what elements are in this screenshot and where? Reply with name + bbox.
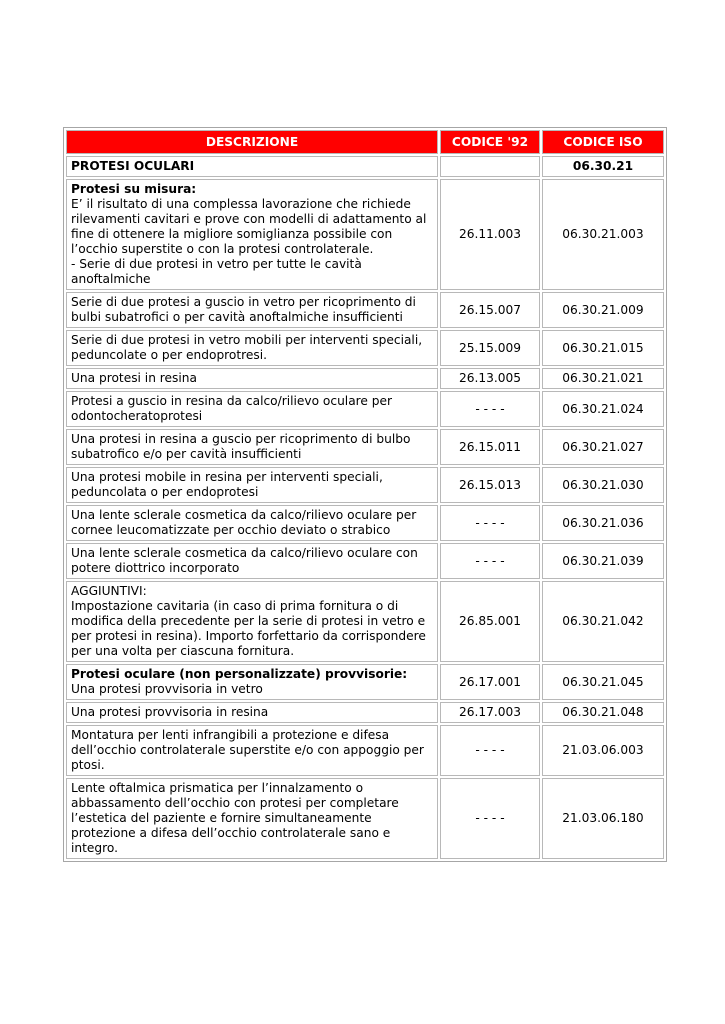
- row-description-line: E’ il risultato di una complessa lavorazione che richiede: [71, 197, 411, 211]
- row-description-line: ptosi.: [71, 758, 105, 772]
- row-description: [66, 543, 438, 579]
- header-codice-iso: CODICE ISO: [542, 130, 664, 154]
- row-description-line: rilevamenti cavitari e prove con modelli di adattamento al: [71, 212, 427, 226]
- row-description-line: l’estetica del paziente e fornire simultaneamente: [71, 811, 372, 825]
- row-description-line: per una volta per ciascuna fornitura.: [71, 644, 295, 658]
- row-description-line: - Serie di due protesi in vetro per tutte le cavità: [71, 257, 362, 271]
- row-description: [66, 292, 438, 328]
- row-codice-iso: 06.30.21.009: [542, 292, 664, 328]
- row-codice-92: 26.13.005: [440, 368, 540, 389]
- row-description-line: Una lente sclerale cosmetica da calco/rilievo oculare con: [71, 546, 418, 560]
- row-description: [66, 702, 438, 723]
- row-codice-iso: 06.30.21.030: [542, 467, 664, 503]
- row-codice-iso: 06.30.21.027: [542, 429, 664, 465]
- row-codice-iso: 21.03.06.003: [542, 725, 664, 776]
- row-codice-iso: 06.30.21.003: [542, 179, 664, 290]
- row-codice-92: 26.17.001: [440, 664, 540, 700]
- row-codice-92: 25.15.009: [440, 330, 540, 366]
- row-codice-92: - - - -: [440, 543, 540, 579]
- row-description-line: Una protesi in resina: [71, 371, 197, 385]
- row-description-line: Una lente sclerale cosmetica da calco/rilievo oculare per: [71, 508, 417, 522]
- row-codice-iso: 06.30.21.021: [542, 368, 664, 389]
- row-description-line: protezione a difesa dell’occhio controlaterale sano e: [71, 826, 391, 840]
- row-description-line: peduncolata o per endoprotesi: [71, 485, 259, 499]
- row-description-line: potere diottrico incorporato: [71, 561, 240, 575]
- header-descrizione: DESCRIZIONE: [66, 130, 438, 154]
- row-description-line: Impostazione cavitaria (in caso di prima fornitura o di: [71, 599, 399, 613]
- row-description-line: cornee leucomatizzate per occhio deviato o strabico: [71, 523, 391, 537]
- table-header-row: [66, 130, 664, 154]
- row-description-line: Una protesi provvisoria in resina: [71, 705, 269, 719]
- section-title: PROTESI OCULARI: [66, 156, 438, 177]
- row-description-line: Protesi a guscio in resina da calco/rilievo oculare per: [71, 394, 393, 408]
- table-body: [66, 156, 664, 859]
- row-description: [66, 391, 438, 427]
- row-description-line: integro.: [71, 841, 118, 855]
- row-description: [66, 581, 438, 662]
- row-description: [66, 725, 438, 776]
- row-description-line: AGGIUNTIVI:: [71, 584, 147, 598]
- row-description-line: peduncolate o per endoprotresi.: [71, 348, 268, 362]
- row-codice-iso: 06.30.21.048: [542, 702, 664, 723]
- row-description: [66, 330, 438, 366]
- table-row: [66, 368, 664, 389]
- section-codice-92: [440, 156, 540, 177]
- row-description-line: subatrofico e/o per cavità insufficienti: [71, 447, 302, 461]
- row-codice-iso: 06.30.21.042: [542, 581, 664, 662]
- row-description-heading: Protesi su misura:: [71, 182, 197, 196]
- row-codice-iso: 06.30.21.045: [542, 664, 664, 700]
- row-description-line: odontocheratoprotesi: [71, 409, 203, 423]
- row-description-line: per protesi in resina). Importo forfettario da corrispondere: [71, 629, 426, 643]
- row-description: [66, 429, 438, 465]
- row-codice-92: - - - -: [440, 778, 540, 859]
- row-description: [66, 505, 438, 541]
- header-codice-92: CODICE '92: [440, 130, 540, 154]
- row-codice-iso: 06.30.21.015: [542, 330, 664, 366]
- table-row: [66, 292, 664, 328]
- codes-table-wrapper: [63, 127, 665, 862]
- row-codice-92: 26.15.013: [440, 467, 540, 503]
- row-codice-iso: 21.03.06.180: [542, 778, 664, 859]
- row-description-heading: Protesi oculare (non personalizzate) provvisorie:: [71, 667, 408, 681]
- table-row: [66, 330, 664, 366]
- row-description: [66, 467, 438, 503]
- row-description-line: abbassamento dell’occhio con protesi per completare: [71, 796, 399, 810]
- row-description-line: Una protesi in resina a guscio per ricoprimento di bulbo: [71, 432, 411, 446]
- row-description-line: Una protesi provvisoria in vetro: [71, 682, 263, 696]
- row-description-line: Serie di due protesi a guscio in vetro per ricoprimento di: [71, 295, 416, 309]
- row-description: [66, 368, 438, 389]
- table-row: [66, 702, 664, 723]
- row-description-line: Serie di due protesi in vetro mobili per interventi speciali,: [71, 333, 423, 347]
- row-codice-92: 26.15.011: [440, 429, 540, 465]
- row-description-line: bulbi subatrofici o per cavità anoftalmiche insufficienti: [71, 310, 403, 324]
- section-codice-iso: 06.30.21: [542, 156, 664, 177]
- row-description-line: modifica della precedente per la serie di protesi in vetro e: [71, 614, 426, 628]
- row-description-line: Montatura per lenti infrangibili a protezione e difesa: [71, 728, 390, 742]
- row-description-line: l’occhio superstite o con la protesi controlaterale.: [71, 242, 374, 256]
- row-description-line: dell’occhio controlaterale superstite e/o con appoggio per: [71, 743, 424, 757]
- codes-table: [63, 127, 667, 862]
- row-description-line: anoftalmiche: [71, 272, 151, 286]
- section-row: [66, 156, 664, 177]
- table-row: [66, 179, 664, 290]
- row-codice-iso: 06.30.21.024: [542, 391, 664, 427]
- row-codice-92: - - - -: [440, 505, 540, 541]
- table-row: [66, 467, 664, 503]
- row-codice-iso: 06.30.21.036: [542, 505, 664, 541]
- row-codice-92: - - - -: [440, 391, 540, 427]
- table-row: [66, 664, 664, 700]
- row-description-line: Lente oftalmica prismatica per l’innalzamento o: [71, 781, 364, 795]
- table-row: [66, 391, 664, 427]
- row-codice-iso: 06.30.21.039: [542, 543, 664, 579]
- row-codice-92: 26.85.001: [440, 581, 540, 662]
- table-row: [66, 581, 664, 662]
- row-description-line: Una protesi mobile in resina per interventi speciali,: [71, 470, 383, 484]
- table-row: [66, 429, 664, 465]
- row-codice-92: 26.17.003: [440, 702, 540, 723]
- row-codice-92: 26.15.007: [440, 292, 540, 328]
- row-codice-92: 26.11.003: [440, 179, 540, 290]
- table-row: [66, 725, 664, 776]
- table-row: [66, 505, 664, 541]
- row-description-line: fine di ottenere la migliore somiglianza possibile con: [71, 227, 393, 241]
- table-row: [66, 543, 664, 579]
- row-codice-92: - - - -: [440, 725, 540, 776]
- row-description: [66, 179, 438, 290]
- row-description: [66, 664, 438, 700]
- row-description: [66, 778, 438, 859]
- table-row: [66, 778, 664, 859]
